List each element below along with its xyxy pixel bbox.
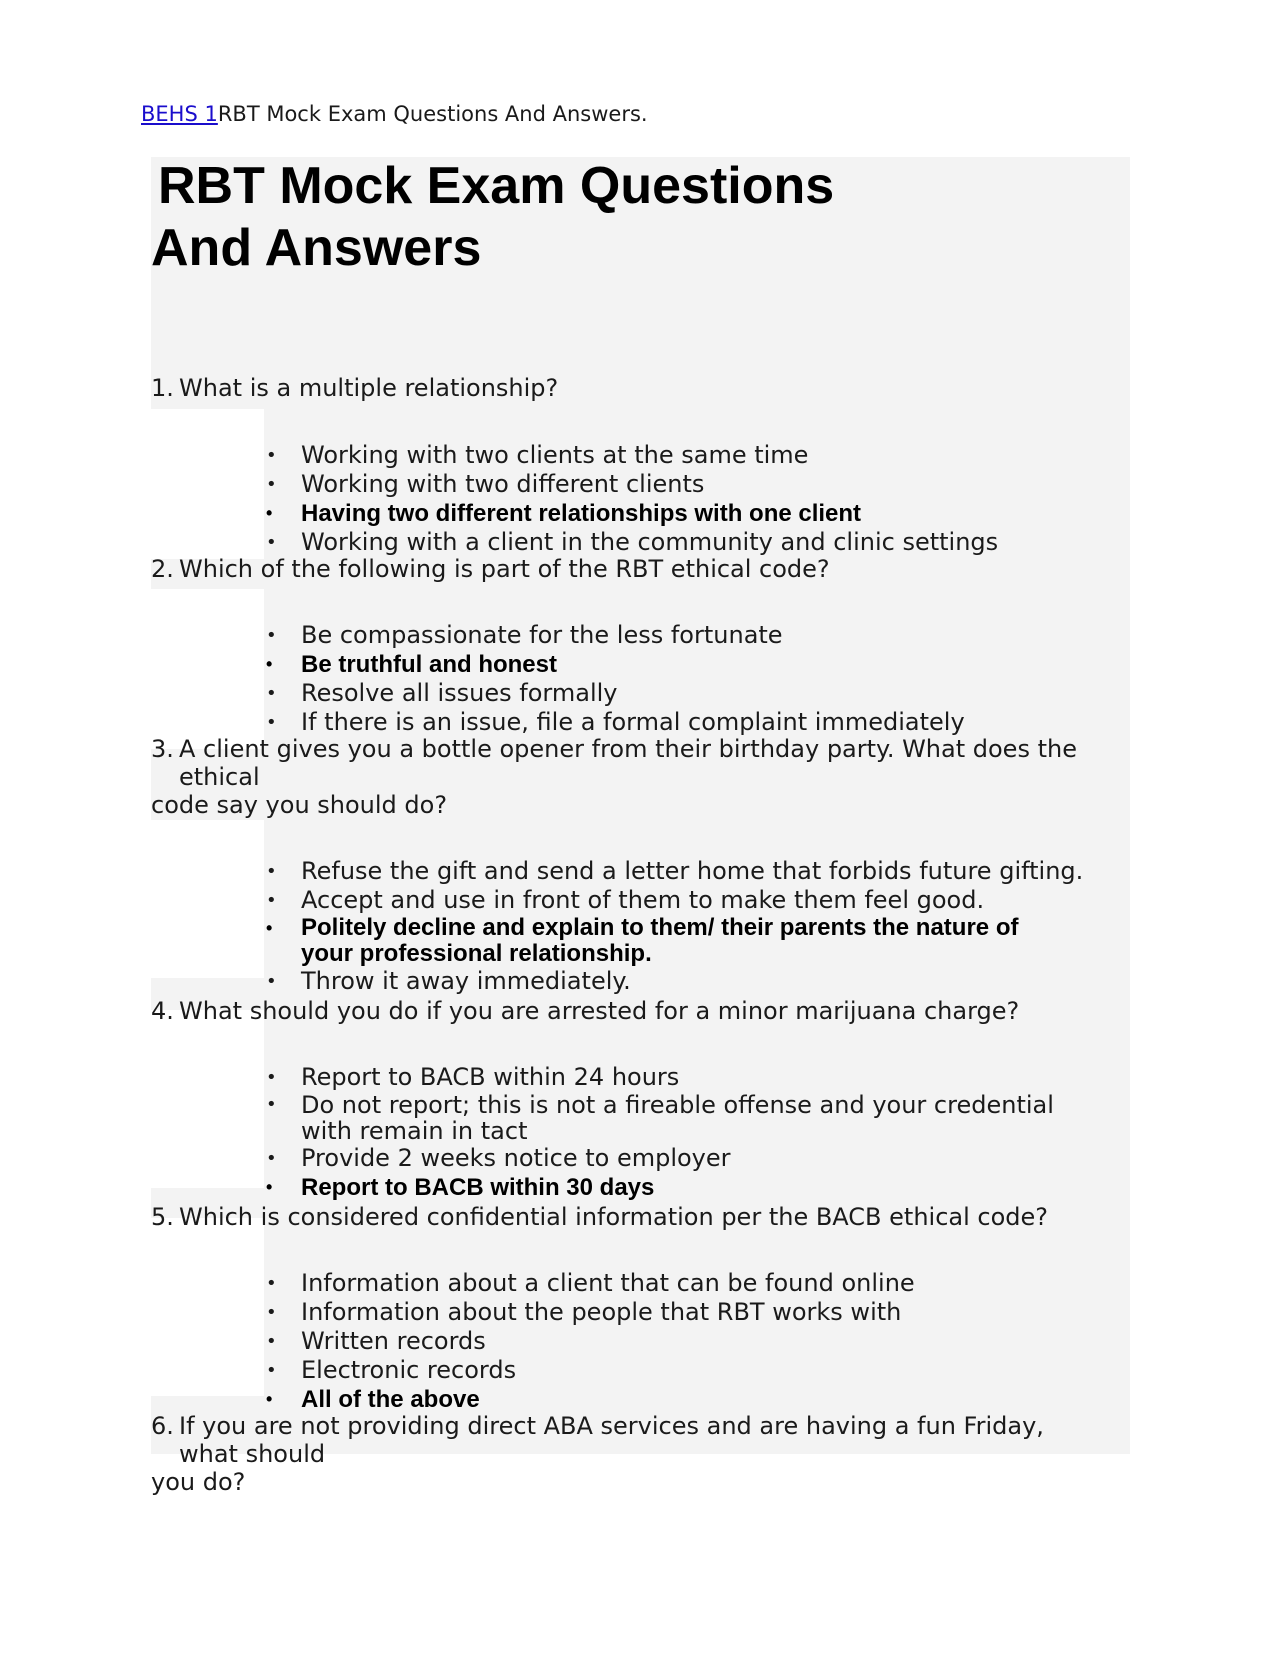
- question-text: What should you do if you are arrested for a minor marijuana charge?: [179, 997, 1020, 1025]
- option: [266, 441, 998, 470]
- white-margin-block: [151, 1218, 264, 1396]
- question-text-wrap: ethical: [179, 763, 260, 791]
- question-2: [151, 555, 830, 583]
- option-text: Politely decline and explain to them/ their parents the nature of your professional relationship.: [301, 914, 1019, 967]
- option: [266, 708, 965, 737]
- question-text-continued: you do?: [151, 1468, 246, 1496]
- question-4: [151, 997, 1019, 1025]
- option-correct: [266, 1173, 1061, 1202]
- option-text: Electronic records: [301, 1356, 517, 1384]
- option: [266, 1092, 1061, 1144]
- question-number: 2.: [151, 555, 174, 583]
- page-title: [151, 155, 834, 279]
- bullet-icon: •: [266, 625, 277, 646]
- question-text: Which of the following is part of the RBT ethical code?: [179, 555, 830, 583]
- question-5: [151, 1203, 1048, 1231]
- question-1: [151, 374, 558, 402]
- option-text: Throw it away immediately.: [301, 967, 631, 995]
- option: [266, 1269, 915, 1298]
- option-correct: [266, 915, 1061, 967]
- bullet-icon: •: [266, 474, 277, 495]
- bullet-icon: •: [266, 712, 277, 733]
- question-text: If you are not providing direct ABA services and are having a fun Friday,: [179, 1412, 1044, 1440]
- question-number: 6.: [151, 1412, 174, 1440]
- bullet-icon: •: [266, 503, 273, 523]
- option-text: Report to BACB within 24 hours: [301, 1063, 680, 1091]
- bullet-icon: •: [266, 683, 277, 704]
- options-list-4: [266, 1063, 1061, 1202]
- option-text: Resolve all issues formally: [301, 679, 618, 707]
- question-text: A client gives you a bottle opener from their birthday party. What does the: [179, 735, 1077, 763]
- question-3: [151, 735, 1077, 819]
- bullet-icon: •: [266, 1177, 273, 1197]
- option-text: Accept and use in front of them to make them feel good.: [301, 886, 985, 914]
- question-text-continued: code say you should do?: [151, 791, 448, 819]
- option: [266, 1327, 915, 1356]
- bullet-icon: •: [266, 1094, 277, 1115]
- header-text: RBT Mock Exam Questions And Answers.: [217, 102, 648, 126]
- behs-link[interactable]: BEHS 1: [141, 102, 218, 126]
- bullet-icon: •: [266, 918, 273, 938]
- question-number: 3.: [151, 735, 174, 763]
- option-text: Written records: [301, 1327, 486, 1355]
- option-correct: [266, 499, 998, 528]
- bullet-icon: •: [266, 1148, 277, 1169]
- options-list-5: [266, 1269, 915, 1414]
- option-text: Refuse the gift and send a letter home that forbids future gifting.: [301, 857, 1084, 885]
- options-list-3: [266, 857, 1083, 996]
- bullet-icon: •: [266, 861, 277, 882]
- option: [266, 621, 965, 650]
- option: [266, 1063, 1061, 1092]
- question-number: 4.: [151, 997, 174, 1025]
- bullet-icon: •: [266, 445, 277, 466]
- option: [266, 967, 1083, 996]
- option: [266, 679, 965, 708]
- white-margin-block: [151, 820, 264, 978]
- option-text: Be compassionate for the less fortunate: [301, 621, 783, 649]
- option-text: If there is an issue, file a formal complaint immediately: [301, 708, 965, 736]
- option: [266, 528, 998, 557]
- option-text: Information about the people that RBT works with: [301, 1298, 902, 1326]
- option-text: All of the above: [301, 1386, 480, 1413]
- question-text: Which is considered confidential information per the BACB ethical code?: [179, 1203, 1049, 1231]
- title-line-1: RBT Mock Exam Questions: [158, 157, 835, 215]
- bullet-icon: •: [266, 1067, 277, 1088]
- question-number: 5.: [151, 1203, 174, 1231]
- title-line-2: And Answers: [151, 219, 482, 277]
- white-margin-block: [151, 1010, 264, 1188]
- option-text: Working with a client in the community and clinic settings: [301, 528, 999, 556]
- options-list-1: [266, 441, 998, 557]
- question-text-wrap: what should: [179, 1440, 326, 1468]
- option: [266, 1298, 915, 1327]
- bullet-icon: •: [266, 890, 277, 911]
- options-list-2: [266, 621, 965, 737]
- option-text: Do not report; this is not a fireable offense and your credential with remain in tact: [301, 1091, 1054, 1145]
- option: [266, 1356, 915, 1385]
- question-6: [151, 1412, 1044, 1496]
- option-correct: [266, 650, 965, 679]
- option-correct: [266, 1385, 915, 1414]
- bullet-icon: •: [266, 532, 277, 553]
- option-text: Working with two clients at the same time: [301, 441, 809, 469]
- question-number: 1.: [151, 374, 174, 402]
- white-margin-block: [151, 589, 264, 749]
- option-text: Information about a client that can be found online: [301, 1269, 915, 1297]
- option: [266, 1144, 1061, 1173]
- option-text: Report to BACB within 30 days: [301, 1174, 655, 1201]
- bullet-icon: •: [266, 1360, 277, 1381]
- question-text: What is a multiple relationship?: [179, 374, 559, 402]
- bullet-icon: •: [266, 654, 273, 674]
- option: [266, 470, 998, 499]
- option-text: Having two different relationships with one client: [301, 500, 862, 527]
- option-text: Working with two different clients: [301, 470, 705, 498]
- bullet-icon: •: [266, 1389, 273, 1409]
- header-line: [141, 100, 648, 128]
- bullet-icon: •: [266, 971, 277, 992]
- bullet-icon: •: [266, 1273, 277, 1294]
- bullet-icon: •: [266, 1302, 277, 1323]
- bullet-icon: •: [266, 1331, 277, 1352]
- white-margin-block: [151, 409, 264, 559]
- option-text: Be truthful and honest: [301, 651, 557, 678]
- option: [266, 857, 1083, 886]
- option-text: Provide 2 weeks notice to employer: [301, 1144, 731, 1172]
- option: [266, 886, 1083, 915]
